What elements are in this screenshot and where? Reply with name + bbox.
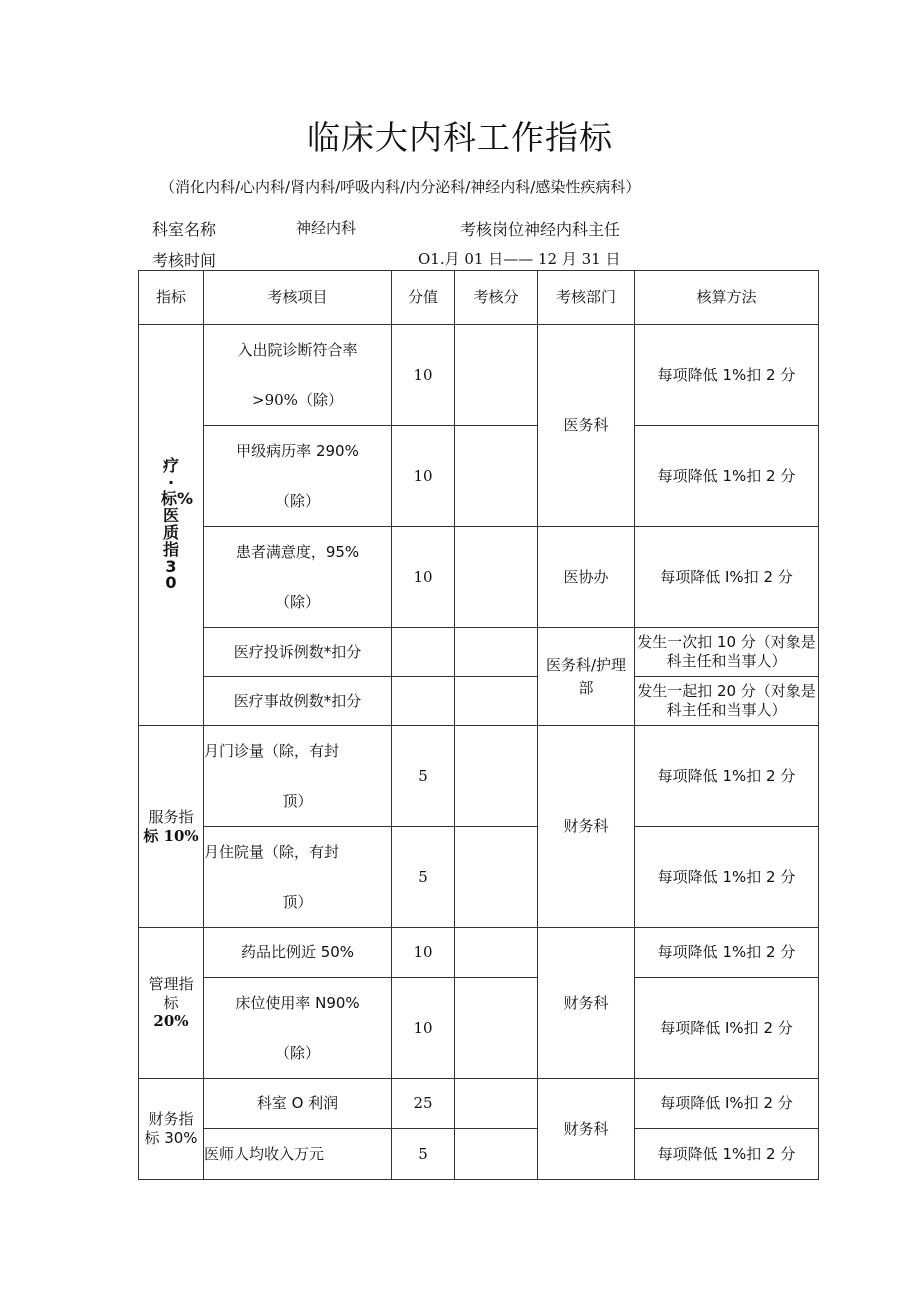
- method-cell: 每项降低 1%扣 2 分: [635, 426, 819, 527]
- method-cell: 每项降低 1%扣 2 分: [635, 827, 819, 928]
- assessed-score-cell[interactable]: [455, 978, 538, 1079]
- method-cell: 发生一起扣 20 分（对象是科主任和当事人）: [635, 677, 819, 726]
- method-cell: 每项降低 1%扣 2 分: [635, 325, 819, 426]
- score-cell: 25: [392, 1079, 455, 1129]
- table-row: [139, 527, 819, 628]
- method-cell: 每项降低 1%扣 2 分: [635, 1129, 819, 1180]
- item-line: 月住院量（除，有封: [204, 843, 340, 861]
- department-medical-coordination: 医协办: [538, 527, 635, 628]
- item-line: 入出院诊断符合率: [237, 341, 358, 359]
- department-finance-service: 财务科: [538, 726, 635, 928]
- assessed-score-cell[interactable]: [455, 527, 538, 628]
- header-score: 分值: [392, 271, 455, 325]
- table-row: [139, 1129, 819, 1180]
- score-cell: 5: [392, 1129, 455, 1180]
- item-line: 月门诊量（除，有封: [204, 742, 340, 760]
- item-line: 患者满意度，95%: [235, 543, 360, 561]
- item-line: （除）: [274, 593, 320, 611]
- table-row: [139, 325, 819, 426]
- score-cell: 5: [392, 827, 455, 928]
- table-row: [139, 978, 819, 1079]
- header-assessed-score: 考核分: [455, 271, 538, 325]
- item-cell: 医疗事故例数*扣分: [204, 677, 392, 726]
- item-cell: [204, 426, 392, 527]
- item-line: 顶）: [282, 792, 313, 810]
- dept-label: 科室名称: [152, 220, 217, 239]
- category-finance: [139, 1079, 204, 1180]
- assessed-score-cell[interactable]: [455, 677, 538, 726]
- score-cell: [392, 677, 455, 726]
- category-line: 20%: [153, 1012, 189, 1031]
- department-medical-affairs: 医务科: [538, 325, 635, 527]
- method-cell: 每项降低 I%扣 2 分: [635, 527, 819, 628]
- table-row: [139, 426, 819, 527]
- table-row: [139, 726, 819, 827]
- item-line: （除）: [274, 1044, 320, 1062]
- method-cell: 每项降低 1%扣 2 分: [635, 928, 819, 978]
- page-title: 临床大内科工作指标: [307, 118, 613, 157]
- item-cell: 医疗投诉例数*扣分: [204, 628, 392, 677]
- score-cell: 5: [392, 726, 455, 827]
- subtitle: （消化内科/心内科/肾内科/呼吸内科/内分泌科/神经内科/感染性疾病科）: [160, 178, 641, 196]
- category-line: 服务指: [148, 807, 194, 826]
- table-row: [139, 928, 819, 978]
- item-line: （除）: [274, 492, 320, 510]
- header-item: 考核项目: [204, 271, 392, 325]
- category-line: 标 10%: [143, 826, 199, 845]
- method-cell: 发生一次扣 10 分（对象是科主任和当事人）: [635, 628, 819, 677]
- assessed-score-cell[interactable]: [455, 827, 538, 928]
- score-cell: 10: [392, 928, 455, 978]
- time-label: 考核时间: [152, 251, 217, 270]
- item-cell: 科室 O 利润: [204, 1079, 392, 1129]
- table-header-row: [139, 271, 819, 325]
- method-cell: 每项降低 I%扣 2 分: [635, 978, 819, 1079]
- category-service: [139, 726, 204, 928]
- item-cell: [204, 325, 392, 426]
- item-cell: [204, 827, 392, 928]
- dept-value: 神经内科: [296, 219, 357, 237]
- department-line: 医务科/护理: [545, 655, 627, 674]
- score-cell: 10: [392, 527, 455, 628]
- category-management: [139, 928, 204, 1079]
- header-indicator: 指标: [139, 271, 204, 325]
- category-medical-quality: [139, 325, 204, 726]
- time-value: O1.月 01 日—— 12 月 31 日: [418, 250, 621, 268]
- assessed-score-cell[interactable]: [455, 1129, 538, 1180]
- category-line: 财务指: [148, 1110, 194, 1129]
- item-line: >90%（除）: [252, 391, 343, 409]
- department-finance-management: 财务科: [538, 928, 635, 1079]
- post-label: 考核岗位神经内科主任: [460, 220, 621, 239]
- score-cell: 10: [392, 426, 455, 527]
- item-cell: 药品比例近 50%: [204, 928, 392, 978]
- item-cell: [204, 726, 392, 827]
- item-line: 床位使用率 N90%: [235, 994, 360, 1012]
- assessed-score-cell[interactable]: [455, 726, 538, 827]
- item-cell: [204, 527, 392, 628]
- item-cell: 医师人均收入万元: [204, 1129, 392, 1180]
- score-cell: [392, 628, 455, 677]
- score-cell: 10: [392, 978, 455, 1079]
- table-row: [139, 1079, 819, 1129]
- category-line: 标 30%: [144, 1129, 198, 1147]
- assessed-score-cell[interactable]: [455, 426, 538, 527]
- department-line: 部: [578, 678, 594, 697]
- assessed-score-cell[interactable]: [455, 628, 538, 677]
- department-medical-nursing: [538, 628, 635, 726]
- assessed-score-cell[interactable]: [455, 928, 538, 978]
- category-line: 标: [163, 993, 179, 1012]
- department-finance-finance: 财务科: [538, 1079, 635, 1180]
- indicator-table: [138, 270, 819, 1180]
- score-cell: 10: [392, 325, 455, 426]
- category-line: 管理指: [148, 974, 194, 993]
- category-medical-text: 疗·标%医质指30: [161, 455, 194, 593]
- method-cell: 每项降低 1%扣 2 分: [635, 726, 819, 827]
- method-cell: 每项降低 I%扣 2 分: [635, 1079, 819, 1129]
- item-line: 甲级病历率 290%: [236, 442, 359, 460]
- header-department: 考核部门: [538, 271, 635, 325]
- table-row: [139, 628, 819, 677]
- item-line: 顶）: [282, 893, 313, 911]
- item-cell: [204, 978, 392, 1079]
- table-row: [139, 827, 819, 928]
- assessed-score-cell[interactable]: [455, 1079, 538, 1129]
- table-row: [139, 677, 819, 726]
- header-method: 核算方法: [635, 271, 819, 325]
- assessed-score-cell[interactable]: [455, 325, 538, 426]
